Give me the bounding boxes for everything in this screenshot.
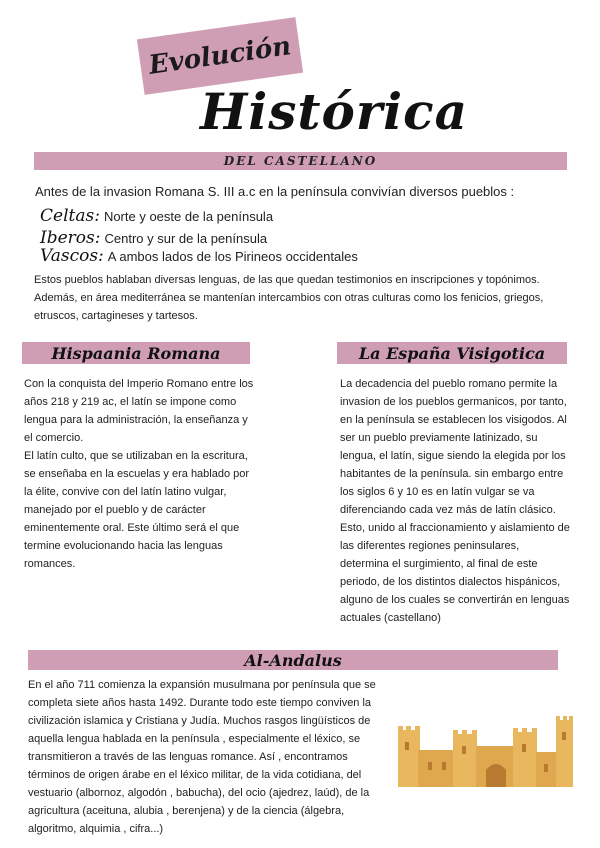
subtitle-text: DEL CASTELLANO	[223, 154, 378, 168]
people-name: Vascos:	[40, 246, 104, 266]
people-vascos	[40, 246, 440, 266]
page-title: Histórica	[200, 82, 469, 141]
subtitle-bar	[34, 152, 567, 170]
hispania-text: Con la conquista del Imperio Romano entre los años 218 y 219 ac, el latín se impone como lengua para la administración, la enseñanza y el comercio. El latín culto, que se utilizaban en la escritura, se enseñaba en la escuelas y era hablado por la élite, convive con del latín latino vulgar, manejado por el pueblo y de carácter eminentemente oral. Este último será el que termine evolucionando hacia las lenguas romances.	[24, 378, 254, 570]
people-celtas	[40, 206, 440, 226]
people-name: Celtas:	[40, 206, 100, 226]
castle-illustration	[398, 712, 573, 787]
visigoda-text: La decadencia del pueblo romano permite la invasion de los pueblos germanicos, por tanto, en la península se establecen los visigodos. Al ser un pueblo previamente latinizado, su lengua, el latín, sigue siendo la elegida por los habitantes de la península. sin embargo entre los siglos 6 y 10 es en latín vulgar se va diferenciando cada vez más de latín clásico. Esto, unido al fraccionamiento y aislamiento de las diferentes regiones peninsulares, determina el surgimiento, al final de este periodo, de los distintos dialectos hispánicos, alguno de los cuales se convertirán en lenguas actuales (castellano)	[340, 378, 570, 624]
people-desc: A ambos lados de los Pirineos occidentales	[107, 249, 358, 264]
section-heading-visigoda	[337, 342, 567, 364]
languages-paragraph: Estos pueblos hablaban diversas lenguas, de las que quedan testimonios en inscripciones y topónimos. Además, en área mediterránea se mantenían intercambios con otras culturas como los fenicios, griegos, etruscos, cartagineses y tartesos.	[34, 274, 544, 322]
hispania-heading: Hispaania Romana	[51, 343, 221, 363]
intro-text: Antes de la invasion Romana S. III a.c en la península convivían diversos pueblos :	[35, 184, 515, 199]
section-heading-hispania	[22, 342, 250, 364]
people-desc: Centro y sur de la península	[104, 231, 268, 246]
people-desc: Norte y oeste de la península	[103, 209, 274, 224]
alandalus-text: En el año 711 comienza la expansión musulmana por península que se completa siete años hasta 1492. Durante todo este tiempo conviven la civilización islamica y Cristiana y Judía. Muchos rasgos lingüísticos de aquella lengua hablada en la península , especialmente el léxico, se transmitieron a través de las lenguas romance. Así , encontramos términos de origen árabe en el léxico militar, de la vida cotidiana, del vestuario (albornoz, algodón , babucha), del ocio (ajedrez, laúd), de la agricultura (aceituna, alubia , berenjena) y de la ciencia (álgebra, algoritmo, alquimia , cifra...)	[28, 679, 376, 835]
section-heading-alandalus	[28, 650, 558, 670]
people-iberos	[40, 228, 440, 248]
alandalus-heading: Al-Andalus	[244, 650, 342, 670]
people-name: Iberos:	[40, 228, 101, 248]
badge-text: Evolución	[147, 31, 293, 81]
visigoda-heading: La España Visigotica	[358, 343, 546, 363]
